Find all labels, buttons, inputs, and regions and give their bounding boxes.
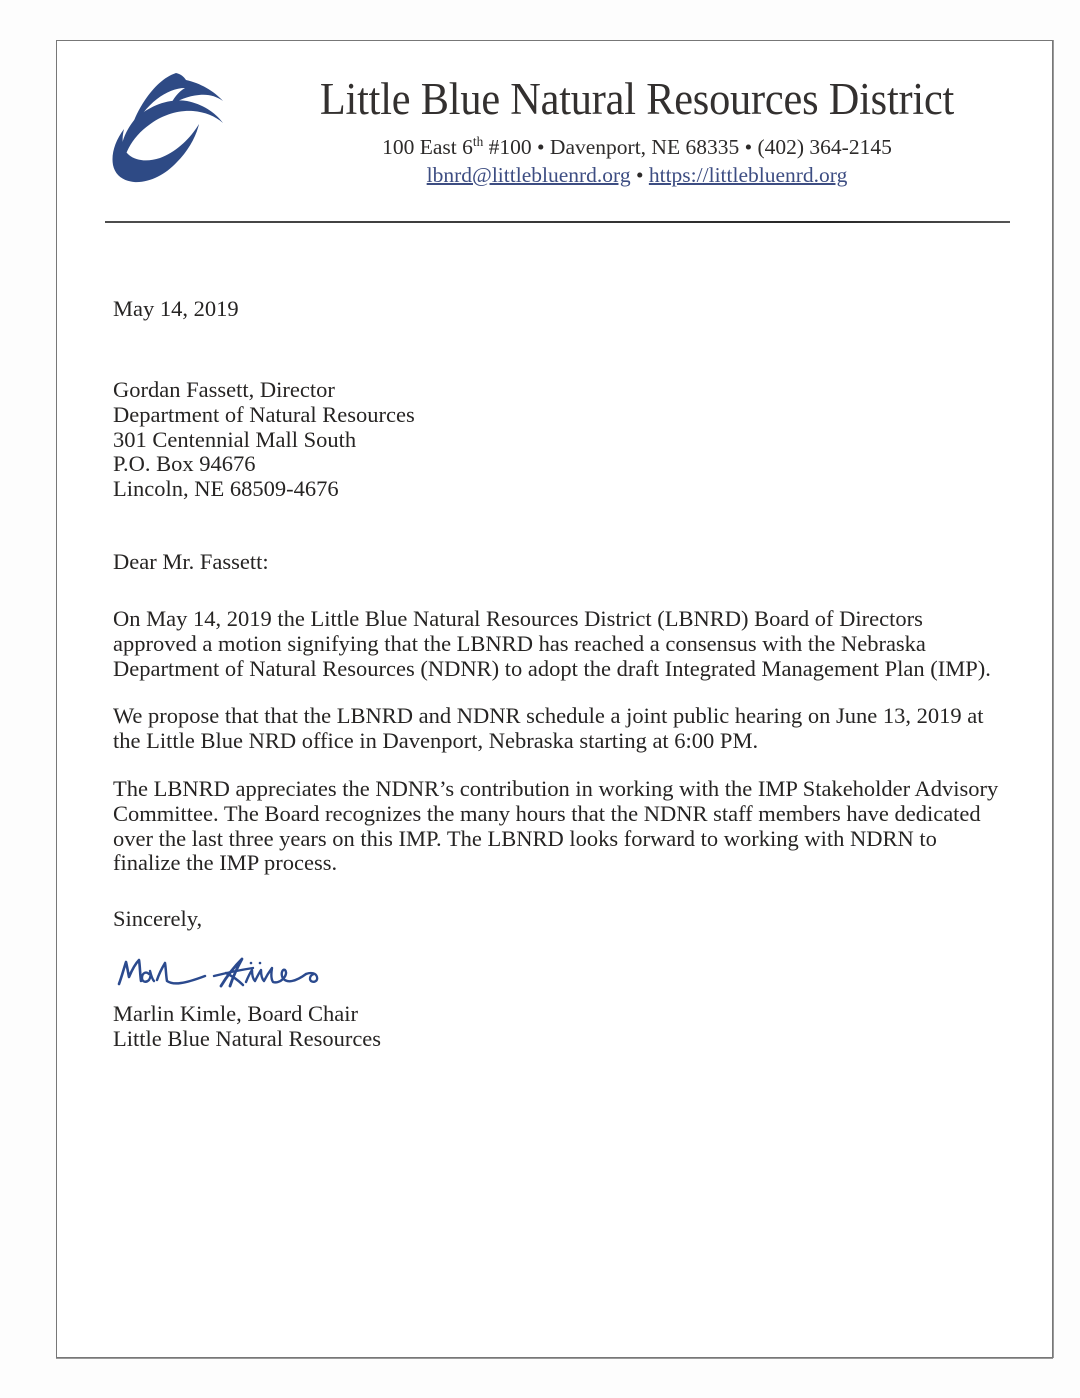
email-link[interactable]: lbnrd@littlebluenrd.org	[426, 163, 631, 187]
body-paragraph: We propose that that the LBNRD and NDNR schedule a joint public hearing on June 13, 2019 at the Little Blue NRD office in Davenport, Nebraska starting at 6:00 PM.	[113, 703, 984, 754]
scanned-page	[56, 40, 1053, 1358]
signer-organization: Little Blue Natural Resources	[113, 1025, 382, 1051]
recipient-address-block	[113, 378, 1015, 502]
body-paragraph: On May 14, 2019 the Little Blue Natural Resources District (LBNRD) Board of Directors approved a motion signifying that the LBNRD has reached a consensus with the Nebraska Department of Natural Resources (NDNR) to adopt the draft Integrated Management Plan (IMP).	[113, 605, 991, 681]
organization-title: Little Blue Natural Resources District	[319, 74, 955, 124]
letter-date: May 14, 2019	[113, 296, 239, 321]
address-street-prefix: 100 East 6	[382, 135, 473, 159]
recipient-line: Department of Natural Resources	[113, 401, 415, 427]
recipient-line: Lincoln, NE 68509-4676	[113, 476, 339, 502]
sign-off: Sincerely,	[113, 906, 203, 932]
letterhead	[57, 41, 1054, 216]
recipient-line: P.O. Box 94676	[113, 451, 256, 477]
letterhead-divider-rule	[105, 221, 1010, 223]
letter-body	[105, 296, 1015, 1052]
closing-block	[113, 906, 1015, 1052]
salutation: Dear Mr. Fassett:	[113, 548, 269, 574]
address-ordinal-suffix: th	[472, 133, 484, 149]
handwritten-signature	[113, 946, 343, 996]
website-link[interactable]: https://littlebluenrd.org	[648, 163, 848, 187]
letterhead-contact-line	[257, 161, 1017, 189]
recipient-line: Gordan Fassett, Director	[113, 377, 335, 402]
signer-name: Marlin Kimle, Board Chair	[113, 1001, 358, 1027]
letterhead-address-line	[257, 133, 1017, 161]
water-wave-swoosh-logo	[104, 67, 234, 185]
address-city-phone: #100 • Davenport, NE 68335 • (402) 364-2145	[483, 135, 892, 159]
body-paragraph: The LBNRD appreciates the NDNR’s contribution in working with the IMP Stakeholder Advisory Committee. The Board recognizes the many hours that the NDNR staff members have dedicated over the last three years on this IMP. The LBNRD looks forward to working with NDRN to finalize the IMP process.	[113, 775, 999, 876]
body-paragraphs	[113, 607, 1015, 876]
recipient-line: 301 Centennial Mall South	[113, 426, 357, 452]
contact-separator: •	[630, 163, 649, 187]
